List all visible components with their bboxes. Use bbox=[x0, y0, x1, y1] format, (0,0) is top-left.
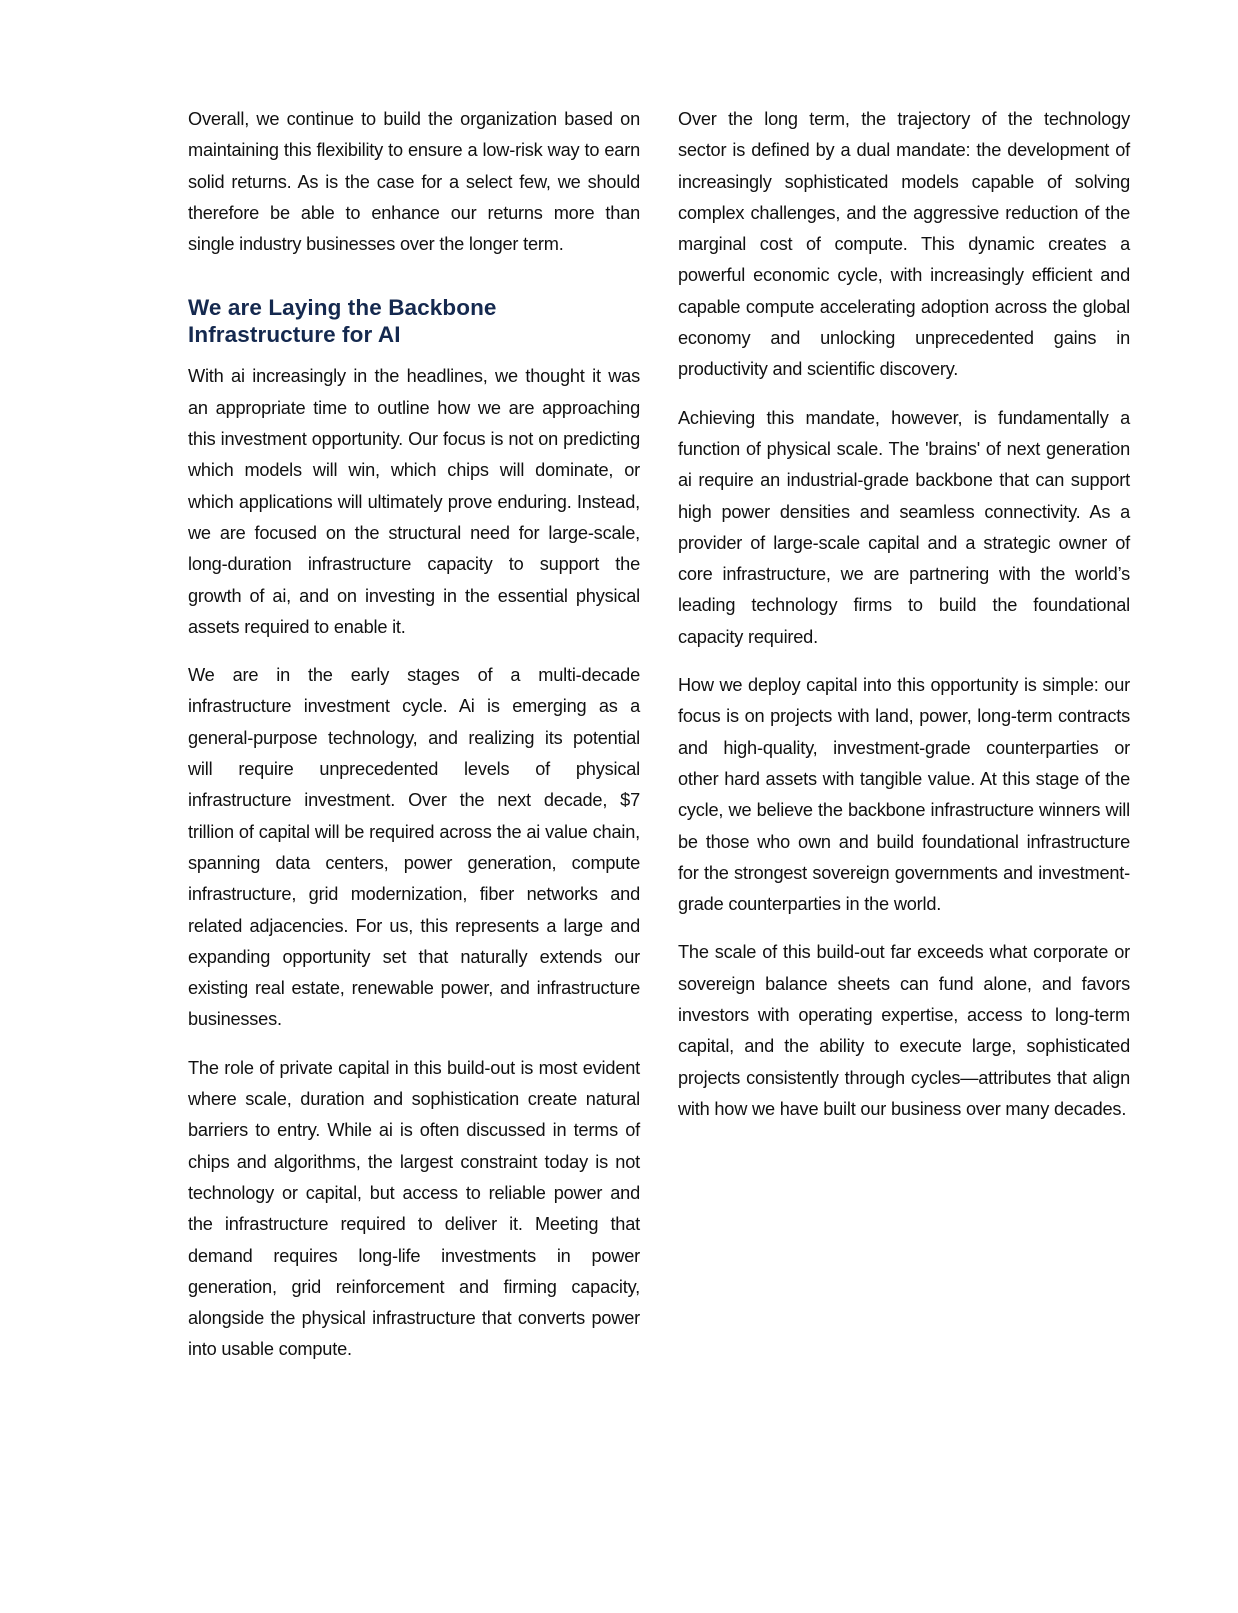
left-column bbox=[188, 104, 640, 1383]
right-paragraph-2: Achieving this mandate, however, is fundamentally a function of physical scale. The 'brains' of next generation ai require an industrial-grade backbone that can support high power densities and seamless connectivity. As a provider of large-scale capital and a strategic owner of core infrastructure, we are partnering with the world’s leading technology firms to build the foundational capacity required. bbox=[678, 407, 1130, 647]
right-paragraph-4: The scale of this build-out far exceeds what corporate or sovereign balance sheets can fund alone, and favors investors with operating expertise, access to long-term capital, and the ability to execute large, sophisticated projects consistently through cycles—attributes that align with how we have built our business over many decades. bbox=[678, 942, 1130, 1119]
section-heading-line-1: We are Laying the Backbone bbox=[188, 295, 497, 321]
section-heading bbox=[188, 294, 640, 348]
left-paragraph-2: We are in the early stages of a multi-decade infrastructure investment cycle. Ai is emerging as a general-purpose technology, and realizing its potential will require unprecedented levels of physical infrastructure investment. Over the next decade, $7 trillion of capital will be required across the ai value chain, spanning data centers, power generation, compute infrastructure, grid modernization, fiber networks and related adjacencies. For us, this represents a large and expanding opportunity set that naturally extends our existing real estate, renewable power, and infrastructure businesses. bbox=[188, 665, 640, 1030]
left-paragraph-1: With ai increasingly in the headlines, we thought it was an appropriate time to outline how we are approaching this investment opportunity. Our focus is not on predicting which models will win, which chips will dominate, or which applications will ultimately prove enduring. Instead, we are focused on the structural need for large-scale, long-duration infrastructure capacity to support the growth of ai, and on investing in the essential physical assets required to enable it. bbox=[188, 366, 640, 637]
section-heading-line-2: Infrastructure for AI bbox=[188, 322, 401, 348]
right-column bbox=[678, 104, 1130, 1142]
left-paragraph-3: The role of private capital in this build-out is most evident where scale, duration and sophistication create natural barriers to entry. While ai is often discussed in terms of chips and algorithms, the largest constraint today is not technology or capital, but access to reliable power and the infrastructure required to deliver it. Meeting that demand requires long-life investments in power generation, grid reinforcement and firming capacity, alongside the physical infrastructure that converts power into usable compute. bbox=[188, 1057, 640, 1360]
right-paragraph-1: Over the long term, the trajectory of the technology sector is defined by a dual mandate: the development of increasingly sophisticated models capable of solving complex challenges, and the aggressive reduction of the marginal cost of compute. This dynamic creates a powerful economic cycle, with increasingly efficient and capable compute accelerating adoption across the global economy and unlocking unprecedented gains in productivity and scientific discovery. bbox=[678, 109, 1130, 380]
right-paragraph-3: How we deploy capital into this opportunity is simple: our focus is on projects with land, power, long-term contracts and high-quality, investment-grade counterparties or other hard assets with tangible value. At this stage of the cycle, we believe the backbone infrastructure winners will be those who own and build foundational infrastructure for the strongest sovereign governments and investment-grade counterparties in the world. bbox=[678, 675, 1130, 915]
intro-paragraph: Overall, we continue to build the organization based on maintaining this flexibility to ensure a low-risk way to earn solid returns. As is the case for a select few, we should therefore be able to enhance our returns more than single industry businesses over the longer term. bbox=[188, 109, 640, 255]
